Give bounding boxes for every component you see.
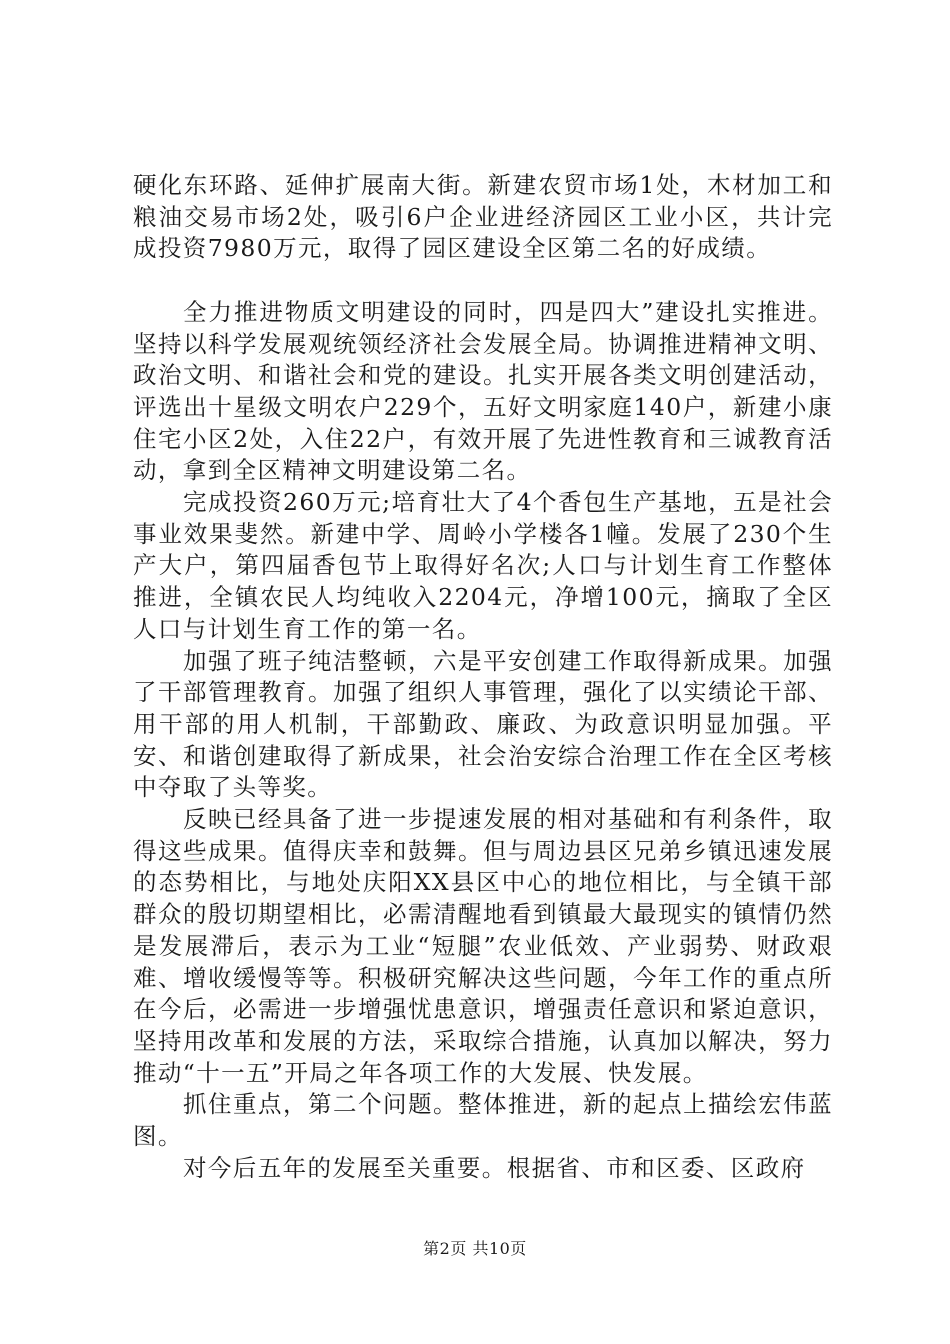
paragraph-5: 反映已经具备了进一步提速发展的相对基础和有利条件，取得这些成果。值得庆幸和鼓舞。但与周边县区兄弟乡镇迅速发展的态势相比，与地处庆阳XX县区中心的地位相比，与全镇干部群众的殷切期望相比，必需清醒地看到镇最大最现实的镇情仍然是发展滞后，表示为工业“短腿”农业低效、产业弱势、财政艰难、增收缓慢等等。积极研究解决这些问题，今年工作的重点所在今后，必需进一步增强忧患意识，增强责任意识和紧迫意识，坚持用改革和发展的方法，采取综合措施，认真加以解决，努力推动“十一五”开局之年各项工作的大发展、快发展。 — [133, 805, 833, 1087]
paragraph-6: 抓住重点，第二个问题。整体推进，新的起点上描绘宏伟蓝图。 — [133, 1090, 833, 1151]
paragraph-4: 加强了班子纯洁整顿，六是平安创建工作取得新成果。加强了干部管理教育。加强了组织人事管理，强化了以实绩论干部、用干部的用人机制，干部勤政、廉政、为政意识明显加强。平安、和谐创建取得了新成果，社会治安综合治理工作在全区考核中夺取了头等奖。 — [133, 646, 833, 802]
document-body — [133, 170, 833, 1184]
paragraph-3: 完成投资260万元;培育壮大了4个香包生产基地，五是社会事业效果斐然。新建中学、周岭小学楼各1幢。发展了230个生产大户，第四届香包节上取得好名次;人口与计划生育工作整体推进，全镇农民人均纯收入2204元，净增100元，摘取了全区人口与计划生育工作的第一名。 — [133, 488, 833, 643]
page-number-footer: 第2页 共10页 — [423, 1239, 527, 1258]
paragraph-2: 全力推进物质文明建设的同时，四是四大”建设扎实推进。坚持以科学发展观统领经济社会发展全局。协调推进精神文明、政治文明、和谐社会和党的建设。扎实开展各类文明创建活动，评选出十星级文明农户229个，五好文明家庭140户，新建小康住宅小区2处，入住22户，有效开展了先进性教育和三诚教育活动，拿到全区精神文明建设第二名。 — [133, 297, 833, 485]
paragraph-1: 硬化东环路、延伸扩展南大街。新建农贸市场1处，木材加工和粮油交易市场2处，吸引6户企业进经济园区工业小区，共计完成投资7980万元，取得了园区建设全区第二名的好成绩。 — [133, 171, 833, 263]
paragraph-7: 对今后五年的发展至关重要。根据省、市和区委、区政府 — [183, 1153, 806, 1182]
